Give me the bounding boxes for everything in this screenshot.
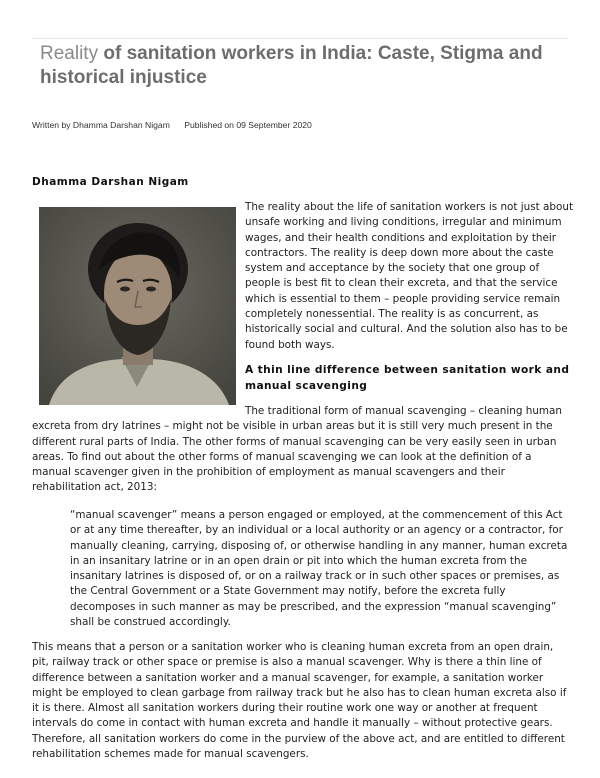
author-photo	[39, 207, 236, 405]
portrait-illustration	[39, 207, 236, 405]
article-title-light: Reality	[40, 43, 99, 64]
act-definition-quote: “manual scavenger” means a person engaged or employed, at the commencement of this Act or at any time thereafter, by an individual or a local authority or an agency or a contractor, for manually cleaning, carrying, disposing of, or otherwise handling in any manner, human excreta in an insanitary latrine or in an open drain or pit into which the human excreta from the insanitary latrines is disposed of, or on a railway track or in such other spaces or premises, as the Central Government or a State Government may notify, before the excreta fully decomposes in such manner as may be prescribed, and the expression “manual scavenging” shall be construed accordingly.	[70, 509, 568, 629]
article-title-bold: of sanitation workers in India: Caste, Stigma and historical injustice	[40, 43, 543, 88]
top-divider	[32, 38, 568, 39]
written-by: Written by Dhamma Darshan Nigam	[32, 120, 170, 130]
author-name: Dhamma Darshan Nigam	[32, 176, 189, 188]
section-heading: A thin line difference between sanitation work and manual scavenging	[245, 364, 570, 392]
article-title	[40, 42, 570, 90]
intro-paragraph: The reality about the life of sanitation workers is not just about unsafe working and living conditions, irregular and minimum wages, and their health conditions and exploitation by their contractors. The reality is deep down more about the caste system and acceptance by the society that one group of people is best fit to clean their excreta, and that the service which is essential to them – people providing service remain completely nonessential. The reality is as concurrent, as historically social and cultural. And the solution also has to be found both ways.	[245, 201, 574, 351]
body-paragraph-3: This means that a person or a sanitation worker who is cleaning human excreta from an open drain, pit, railway track or other space or premise is also a manual scavenger. Why is there a thin line of difference between a sanitation worker and a manual scavenger, for example, a sanitation worker might be employed to clean garbage from railway track but he also has to clean human excreta also if it is there. Almost all sanitation workers during their routine work one way or another at frequent intervals do come in contact with human excreta and handle it manually – without protective gears. Therefore, all sanitation workers do come in the purview of the above act, and are entitled to different rehabilitation schemes made for manual scavengers.	[32, 641, 567, 761]
article-meta	[32, 120, 324, 130]
published-date: Published on 09 September 2020	[184, 120, 312, 130]
body-paragraph-2: The traditional form of manual scavenging – cleaning human excreta from dry latrines – might not be visible in urban areas but it is still very much present in the different rural parts of India. The other forms of manual scavenging can be very easily seen in urban areas. To find out about the other forms of manual scavenging we can look at the definition of a manual scavenger given in the prohibition of employment as manual scavengers and their rehabilitation act, 2013:	[32, 405, 562, 494]
